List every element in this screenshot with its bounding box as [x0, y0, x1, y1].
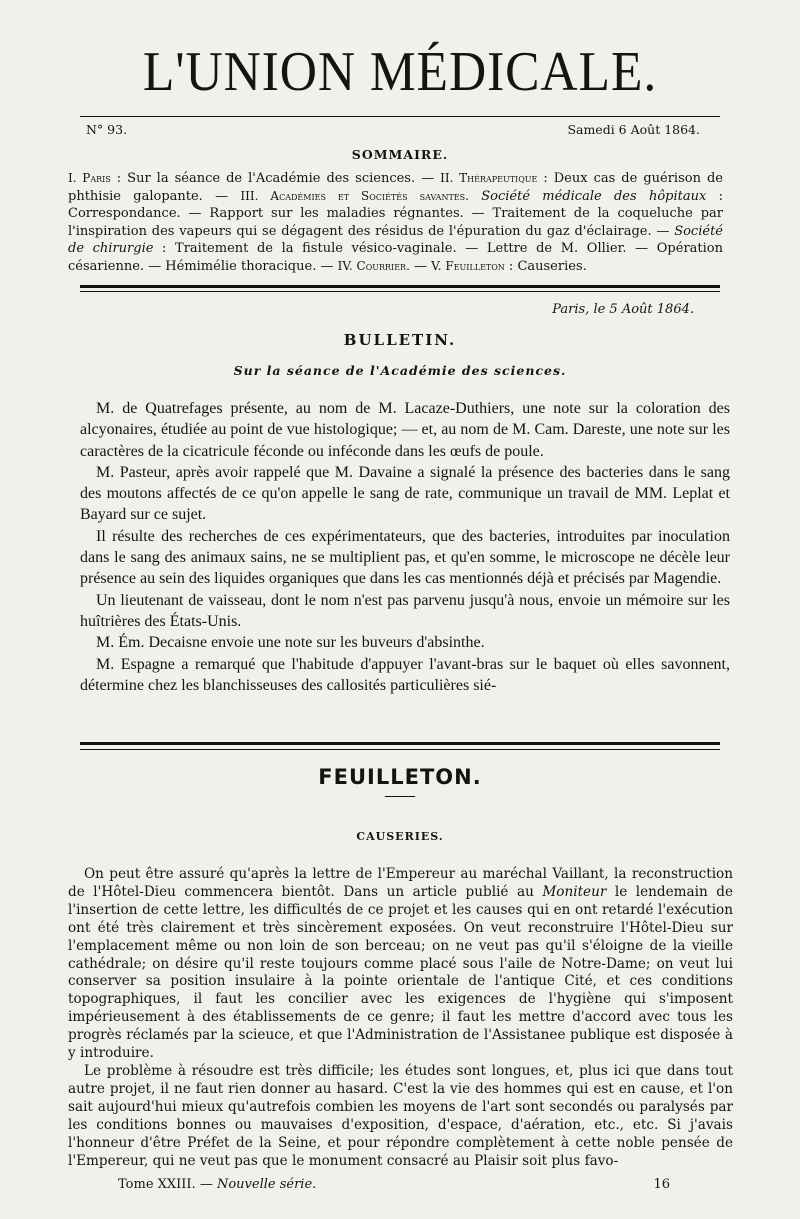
- summary-title: SOMMAIRE.: [351, 147, 449, 162]
- bulletin-body: [80, 398, 730, 696]
- page-number: 16: [653, 1177, 670, 1192]
- feuilleton-paragraph-2: Le problème à résoudre est très difficile; les études sont longues, et, plus ici que dans tout autre projet, il ne faut rien donner au hasard. C'est la vie des hommes qui est en cause, et l'on sait aujourd'hui mieux qu'autrefois combien les moyens de l'art sont secondés ou paralysés par les conditions bonnes ou mauvaises d'exposition, d'espace, d'aération, etc., etc. Si j'avais l'honneur d'être Préfet de la Seine, et pour répondre complètement à cette noble pensée de l'Empereur, qui ne veut pas que le monument consacré au Plaisir soit plus favo-: [68, 1062, 733, 1169]
- summary-section-v-text: : Causeries.: [504, 258, 587, 274]
- feuilleton-rule-thin: [80, 749, 720, 750]
- feuilleton-underline: [385, 796, 415, 797]
- summary-section-i-label: I. Paris: [68, 171, 111, 185]
- summary-section-iv-label: IV. Courrier.: [337, 258, 410, 273]
- feuilleton-p1-part-a: On peut être assuré qu'après la lettre de l'Empereur au maréchal Vaillant, la reconstruction de l'Hôtel-Dieu commencera bientôt. Dans un article publié au: [68, 866, 733, 900]
- feuilleton-p1-part-b: le lendemain de l'insertion de cette lettre, les difficultés de ce projet et les causes qui en ont retardé l'exécution ont été très clairement et très sincèrement exposées. On veut reconstruire l'Hôtel-Dieu sur l'emplacement même ou non loin de son berceau; on ne veut pas qu'il s'éloigne de la vieille cathédrale; on désire qu'il reste toujours comme placé sous l'aile de Notre-Dame; on veut lui conserver sa position insulaire à la pointe orientale de l'antique Cité, et ces conditions topographiques, il faut les concilier avec les exigences de l'hygiène qui s'imposent impérieusement à des établissements de ce genre; il faut les mettre d'accord avec tous les progrès réclamés par la scieuce, et que l'Administration de l'Assistanee publique est disposée à y introduire.: [68, 883, 734, 1062]
- masthead-rule: [80, 116, 720, 117]
- footer-tome-label: Tome XXIII. —: [118, 1177, 217, 1192]
- bulletin-paragraph: M. Espagne a remarqué que l'habitude d'appuyer l'avant-bras sur le baquet où elles savonnent, détermine chez les blanchisseuses des callosités particulières sié-: [80, 655, 730, 694]
- summary-section-iii-text-2: : Traitement de la fistule vésico-vaginale. — Lettre de M. Ollier. — Opération césarienne. — Hémimélie thoracique. —: [68, 241, 723, 274]
- summary-section-iii-label: III. Académies et Sociétés savantes.: [240, 188, 469, 203]
- bulletin-paragraph: M. Pasteur, après avoir rappelé que M. Davaine a signalé la présence des bacteries dans le sang des moutons affectés de ce qu'on appelle le sang de rate, communique un travail de MM. Leplat et Bayard sur ce sujet.: [80, 463, 730, 524]
- feuilleton-body: [68, 866, 733, 1170]
- bulletin-subtitle: Sur la séance de l'Académie des sciences.: [233, 363, 567, 378]
- feuilleton-paragraph-1: [68, 866, 733, 1063]
- issue-date: Samedi 6 Août 1864.: [567, 122, 700, 137]
- issue-number: N° 93.: [86, 122, 128, 137]
- page-footer: [118, 1177, 670, 1192]
- summary-section-iii-text: : Correspondance. — Rapport sur les maladies régnantes. — Traitement de la coqueluche par l'inspiration des vapeurs qui se dégagent des résidus de l'épuration du gaz d'éclairage. —: [68, 188, 724, 239]
- summary-society-1: Société médicale des hôpitaux: [468, 188, 707, 204]
- summary-section-iv-text: —: [409, 258, 432, 274]
- bulletin-dateline: Paris, le 5 Août 1864.: [552, 302, 694, 317]
- bulletin-paragraph: Il résulte des recherches de ces expérimentateurs, que des bacteries, introduites par inoculation dans le sang des animaux sains, ne se multiplient pas, et qu'en somme, le microscope ne décèle leur présence au sein des liquides organiques que dans les cas mentionnés déjà et précisés par Magendie.: [80, 527, 730, 588]
- bulletin-title: BULLETIN.: [343, 331, 457, 349]
- masthead-title: L'UNION MÉDICALE.: [142, 41, 658, 103]
- causeries-title: CAUSERIES.: [356, 830, 444, 843]
- bulletin-paragraph: Un lieutenant de vaisseau, dont le nom n'est pas parvenu jusqu'à nous, envoie un mémoire sur les huîtrières des États-Unis.: [80, 591, 730, 630]
- summary-society-2: Société de chirurgie: [68, 223, 723, 257]
- summary-section-ii-label: II. Thérapeutique: [440, 171, 538, 185]
- moniteur-title: Moniteur: [542, 883, 607, 900]
- bulletin-paragraph: M. Ém. Decaisne envoie une note sur les buveurs d'absinthe.: [96, 634, 485, 652]
- summary-section-i-text: : Sur la séance de l'Académie des sciences. —: [110, 171, 441, 186]
- feuilleton-title: FEUILLETON.: [318, 765, 482, 789]
- feuilleton-rule-thick: [80, 742, 720, 745]
- footer-tome: [118, 1177, 316, 1192]
- summary-section-ii-text: : Deux cas de guérison de phthisie galopante. —: [68, 171, 723, 204]
- issue-meta: [86, 122, 700, 137]
- summary-section-v-label: V. Feuilleton: [431, 258, 505, 273]
- bulletin-paragraph: M. de Quatrefages présente, au nom de M. Lacaze-Duthiers, une note sur la coloration des alcyonaires, étudiée au point de vue histologique; — et, au nom de M. Cam. Dareste, une note sur les caractères de la cicatricule féconde ou inféconde dans les œufs de poule.: [80, 400, 730, 460]
- summary-text: [68, 170, 723, 276]
- summary-rule-thick: [80, 285, 720, 288]
- footer-serie: Nouvelle série.: [216, 1177, 317, 1192]
- summary-rule-thin: [80, 291, 720, 292]
